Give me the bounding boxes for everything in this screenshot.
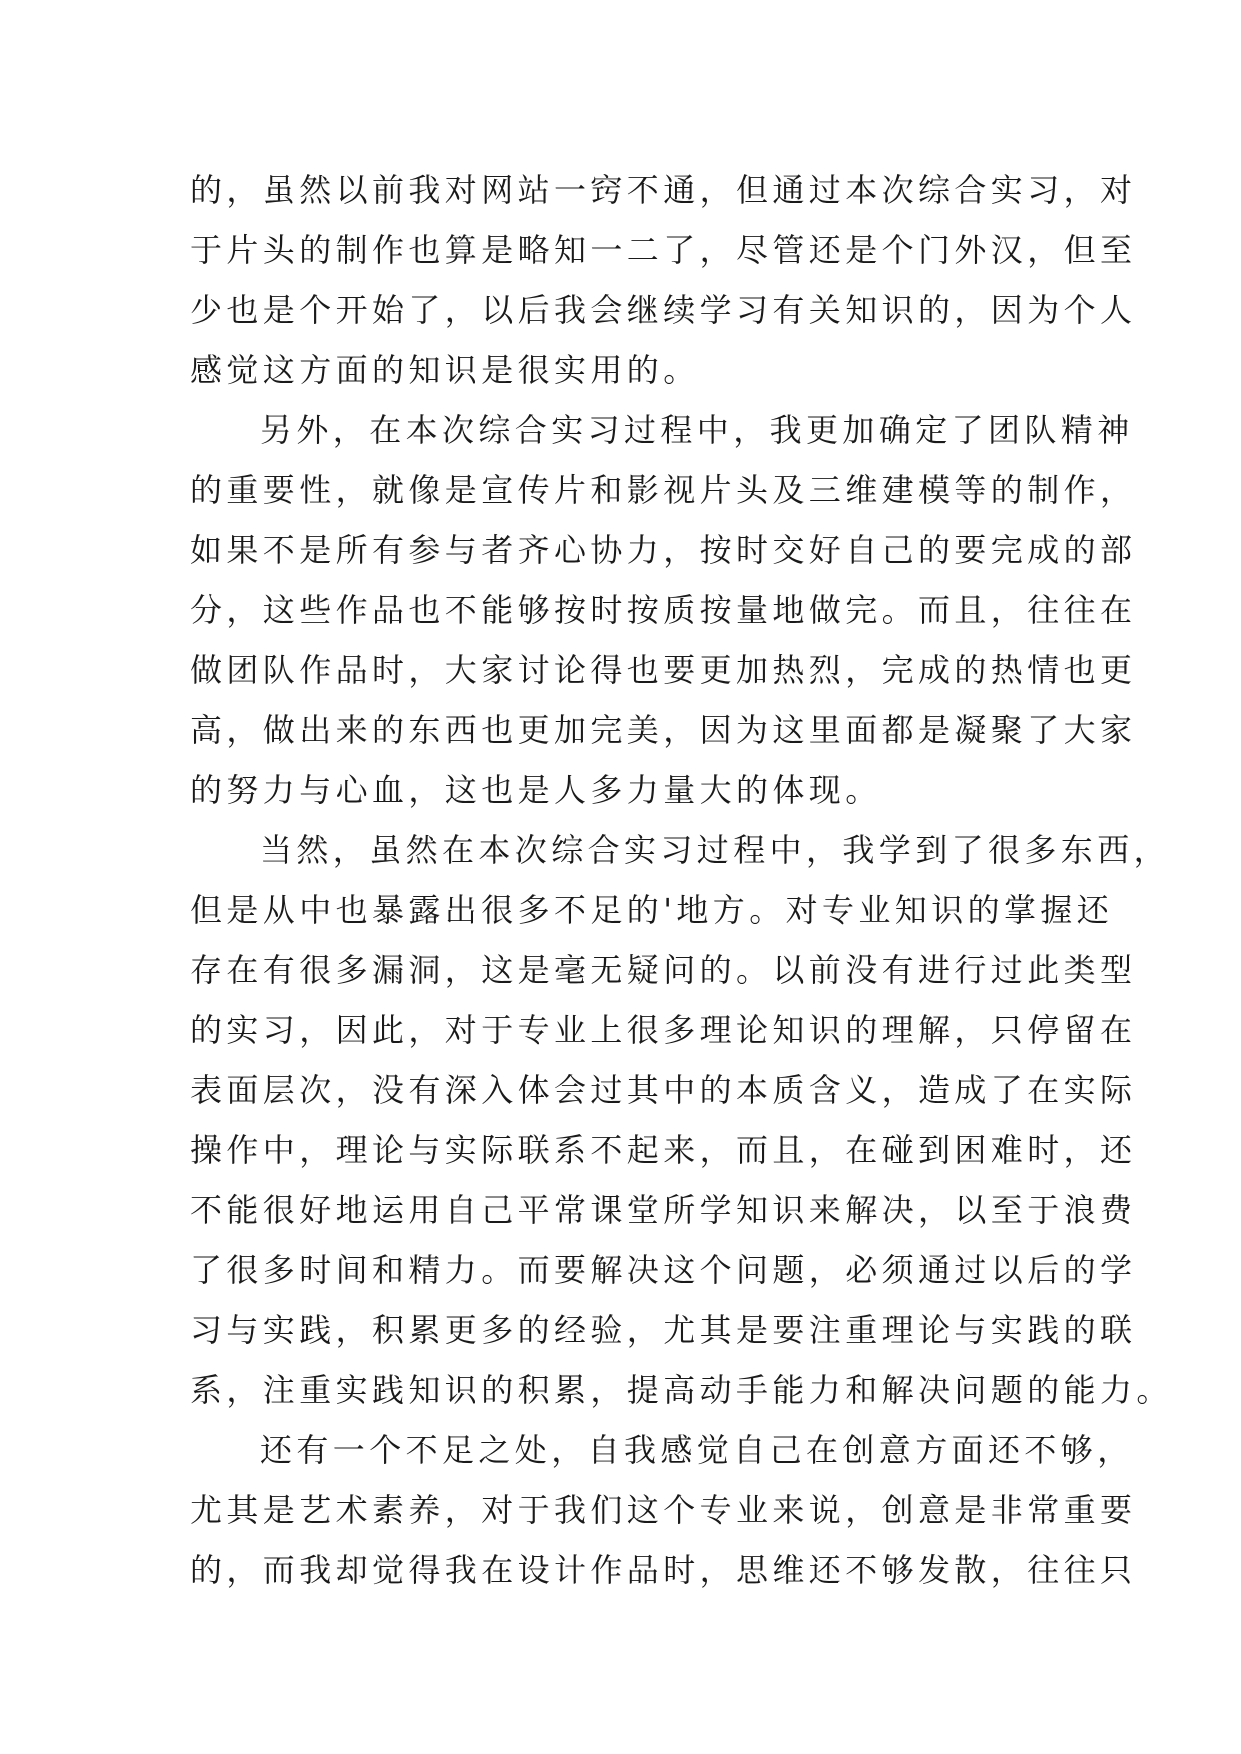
text-line: 的，而我却觉得我在设计作品时，思维还不够发散，往往只 xyxy=(190,1551,1137,1589)
paragraph-1 xyxy=(190,160,1137,400)
text-line: 如果不是所有参与者齐心协力，按时交好自己的要完成的部 xyxy=(190,531,1137,569)
body-text xyxy=(190,160,1173,1600)
text-line: 感觉这方面的知识是很实用的。 xyxy=(190,351,700,389)
paragraph-4 xyxy=(190,1420,1137,1600)
text-line: 高，做出来的东西也更加完美，因为这里面都是凝聚了大家 xyxy=(190,711,1137,749)
text-line: 存在有很多漏洞，这是毫无疑问的。以前没有进行过此类型 xyxy=(190,951,1137,989)
text-line-first: 另外，在本次综合实习过程中，我更加确定了团队精神 xyxy=(260,411,1134,449)
text-line-first: 还有一个不足之处，自我感觉自己在创意方面还不够， xyxy=(260,1431,1134,1469)
paragraph-2 xyxy=(190,400,1137,820)
text-line: 但是从中也暴露出很多不足的'地方。对专业知识的掌握还 xyxy=(190,891,1114,929)
text-line: 于片头的制作也算是略知一二了，尽管还是个门外汉，但至 xyxy=(190,231,1137,269)
text-line: 少也是个开始了，以后我会继续学习有关知识的，因为个人 xyxy=(190,291,1137,329)
text-line: 做团队作品时，大家讨论得也要更加热烈，完成的热情也更 xyxy=(190,651,1137,689)
text-line: 的实习，因此，对于专业上很多理论知识的理解，只停留在 xyxy=(190,1011,1137,1049)
text-line: 尤其是艺术素养，对于我们这个专业来说，创意是非常重要 xyxy=(190,1491,1137,1529)
text-line-first: 当然，虽然在本次综合实习过程中，我学到了很多东西， xyxy=(260,831,1171,869)
text-line: 的重要性，就像是宣传片和影视片头及三维建模等的制作， xyxy=(190,471,1137,509)
text-line: 的，虽然以前我对网站一窍不通，但通过本次综合实习，对 xyxy=(190,171,1137,209)
text-line: 了很多时间和精力。而要解决这个问题，必须通过以后的学 xyxy=(190,1251,1137,1289)
text-line: 操作中，理论与实际联系不起来，而且，在碰到困难时，还 xyxy=(190,1131,1137,1169)
text-line: 系，注重实践知识的积累，提高动手能力和解决问题的能力。 xyxy=(190,1371,1173,1409)
text-line: 分，这些作品也不能够按时按质按量地做完。而且，往往在 xyxy=(190,591,1137,629)
text-line: 的努力与心血，这也是人多力量大的体现。 xyxy=(190,771,882,809)
text-line: 表面层次，没有深入体会过其中的本质含义，造成了在实际 xyxy=(190,1071,1137,1109)
text-line: 不能很好地运用自己平常课堂所学知识来解决，以至于浪费 xyxy=(190,1191,1137,1229)
paragraph-3 xyxy=(190,820,1173,1420)
text-line: 习与实践，积累更多的经验，尤其是要注重理论与实践的联 xyxy=(190,1311,1137,1349)
